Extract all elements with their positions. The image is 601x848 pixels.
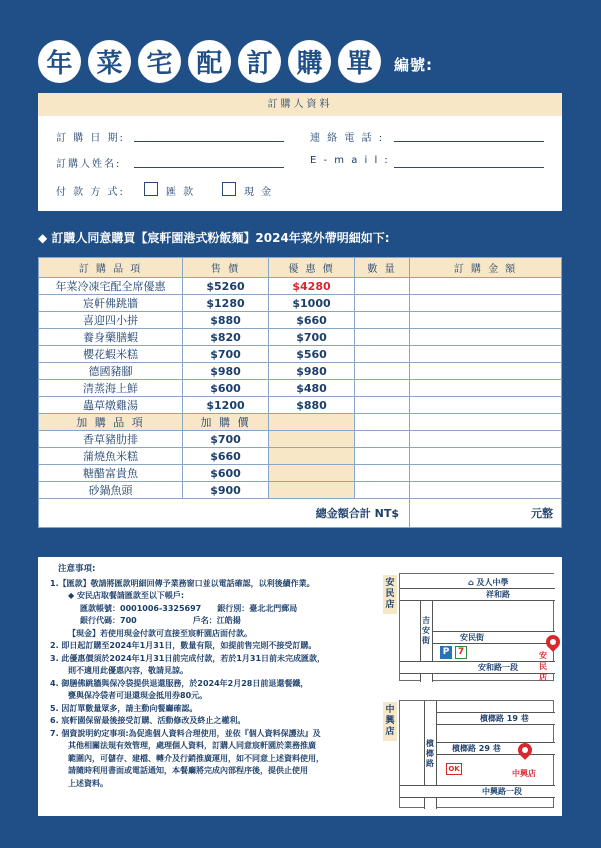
table-row (39, 278, 562, 295)
note-line: 匯款帳號：0001006-3325697 銀行別：臺北北門郵局 (80, 603, 298, 613)
total-amount-cell[interactable] (410, 499, 562, 528)
quantity-cell[interactable] (355, 448, 410, 465)
note-line: 【現金】若使用現金付款可直接至宸軒園店面付款。 (68, 628, 252, 638)
amount-cell[interactable] (410, 465, 562, 482)
notes-heading: 注意事項: (58, 564, 96, 574)
table-row (39, 465, 562, 482)
title-char: 單 (338, 40, 381, 83)
item-price: $820 (183, 329, 269, 346)
total-label (39, 499, 410, 528)
item-price: $880 (183, 312, 269, 329)
note-line: 上述資料。 (68, 778, 108, 788)
item-name: 年菜冷凍宅配全席優惠 (39, 278, 183, 295)
anmin-pin-label: 安民店 (539, 651, 547, 682)
column-header: 訂 購 品 項 (39, 258, 183, 278)
road-xianghe-label: 祥和路 (486, 590, 510, 599)
addon-column-header: 加 購 價 (183, 414, 269, 431)
item-name: 櫻花蝦米糕 (39, 346, 183, 363)
phone-label: 連 絡 電 話 : (310, 133, 385, 144)
cash-label: 現 金 (244, 187, 274, 198)
column-header: 數 量 (355, 258, 410, 278)
table-row (39, 482, 562, 499)
total-label-text: 總金額合計 NT$ (315, 507, 399, 520)
addon-price: $700 (183, 431, 269, 448)
road-zhongxing-label: 中興路一段 (482, 787, 522, 796)
empty-cell (269, 465, 355, 482)
phone-field[interactable] (394, 141, 544, 142)
item-price: $5260 (183, 278, 269, 295)
addon-name: 砂鍋魚頭 (39, 482, 183, 499)
amount-cell[interactable] (410, 329, 562, 346)
ok-mart-icon: OK (446, 763, 462, 775)
road-binlang-label: 檳榔路 (426, 739, 434, 768)
item-price: $1280 (183, 295, 269, 312)
anmin-map (399, 573, 554, 681)
orderer-name-label: 訂購人姓名: (56, 159, 122, 170)
note-line: 7. 個資說明約定事項:為促進個人資料合理使用，並依『個人資料保護法』及 (50, 728, 321, 738)
addon-name: 蒲燒魚米糕 (39, 448, 183, 465)
title-banner (38, 40, 433, 83)
table-row (39, 329, 562, 346)
quantity-cell[interactable] (355, 431, 410, 448)
quantity-cell[interactable] (355, 482, 410, 499)
order-date-field[interactable] (134, 141, 284, 142)
title-char: 菜 (88, 40, 131, 83)
note-line: 銀行代碼：700 戶名：江皓揚 (80, 616, 241, 625)
item-name: 喜迎四小拼 (39, 312, 183, 329)
item-name: 養身藥膳蝦 (39, 329, 183, 346)
item-price: $700 (183, 346, 269, 363)
item-price: $1200 (183, 397, 269, 414)
amount-cell[interactable] (410, 380, 562, 397)
addon-column-header: 加 購 品 項 (39, 414, 183, 431)
table-row (39, 295, 562, 312)
title-char: 宅 (138, 40, 181, 83)
notes-list (50, 563, 390, 790)
item-price: $600 (183, 380, 269, 397)
table-row (39, 448, 562, 465)
note-line: 則不適用此優惠內容，敬請見諒。 (68, 666, 188, 675)
road-anmin-label: 安民街 (460, 633, 484, 642)
item-name: 宸軒佛跳牆 (39, 295, 183, 312)
note-line: 4. 御膳佛跳牆與保冷袋提供退還服務，於2024年2月28日前退還餐鐵， (50, 678, 309, 688)
column-header: 訂 購 金 額 (410, 258, 562, 278)
item-sale-price: $480 (269, 380, 355, 397)
amount-cell[interactable] (410, 482, 562, 499)
quantity-cell[interactable] (355, 363, 410, 380)
note-line: 3. 此優惠價須於2024年1月31日前完成付款，若於1月31日前未完成匯款， (50, 653, 326, 663)
note-line: 甕與保冷袋者可退還現金抵用券80元。 (68, 691, 208, 700)
quantity-cell[interactable] (355, 295, 410, 312)
amount-cell[interactable] (410, 397, 562, 414)
amount-cell[interactable] (410, 278, 562, 295)
title-char: 年 (38, 40, 81, 83)
school-label (468, 577, 509, 588)
seven-eleven-icon: 7 (455, 646, 467, 659)
amount-cell[interactable] (410, 295, 562, 312)
zhongxing-store-tag: 中興店 (383, 702, 397, 741)
title-char: 購 (288, 40, 331, 83)
quantity-cell[interactable] (355, 414, 410, 431)
orderer-info-section (38, 93, 562, 211)
table-row (39, 346, 562, 363)
agreement-text: ◆ 訂購人同意購買【宸軒園港式粉飯麵】2024年菜外帶明細如下: (38, 231, 390, 245)
email-field[interactable] (394, 167, 544, 168)
note-line: 範圍內，可儲存、建檔、轉介及行銷推廣運用，如不同意上述資料使用， (68, 753, 324, 763)
road-lane29-label: 檳榔路 29 巷 (452, 744, 501, 753)
school-name: 及人中學 (476, 578, 509, 587)
note-line: 1.【匯款】敬請將匯款明細回傳予業務窗口並以電話確認，以利後續作業。 (50, 578, 315, 588)
table-row (39, 363, 562, 380)
table-row (39, 431, 562, 448)
addon-name: 糖醋富貴魚 (39, 465, 183, 482)
transfer-label: 匯 款 (166, 187, 196, 198)
email-label: E - m a i l : (310, 155, 390, 166)
quantity-cell[interactable] (355, 346, 410, 363)
quantity-cell[interactable] (355, 380, 410, 397)
addon-price: $660 (183, 448, 269, 465)
zhongxing-map (399, 700, 554, 808)
item-sale-price: $980 (269, 363, 355, 380)
quantity-cell[interactable] (355, 465, 410, 482)
table-header-row (39, 258, 562, 278)
table-row (39, 380, 562, 397)
quantity-cell[interactable] (355, 278, 410, 295)
cash-checkbox[interactable] (222, 182, 236, 196)
column-header: 售 價 (183, 258, 269, 278)
total-unit: 元整 (531, 507, 553, 520)
quantity-cell[interactable] (355, 312, 410, 329)
empty-cell (269, 431, 355, 448)
road-zhongxing (400, 785, 555, 798)
addon-name: 香草豬肋排 (39, 431, 183, 448)
table-row (39, 312, 562, 329)
road-anhe-label: 安和路一段 (478, 663, 518, 672)
quantity-cell[interactable] (355, 397, 410, 414)
quantity-cell[interactable] (355, 329, 410, 346)
item-sale-price: $1000 (269, 295, 355, 312)
item-name: 清蒸海上鮮 (39, 380, 183, 397)
orderer-name-field[interactable] (134, 167, 284, 168)
addon-price: $600 (183, 465, 269, 482)
note-line: ◆ 安民店取餐請匯款至以下帳戶: (68, 591, 185, 600)
section-title: 訂購人資料 (38, 93, 562, 116)
amount-cell[interactable] (410, 363, 562, 380)
note-line: 請隨時利用書面或電話通知，本餐廳將完成內部程序後，提供止使用 (68, 766, 308, 775)
note-line: 6. 宸軒園保留最後接受訂購、活動修改及終止之權利。 (50, 716, 246, 725)
note-line: 2. 即日起訂購至2024年1月31日，數量有限，如提前售完則不接受訂購。 (50, 641, 317, 650)
item-price: $980 (183, 363, 269, 380)
note-line: 5. 因訂單數量眾多，請主動向餐廳確認。 (50, 703, 198, 713)
item-name: 德國豬腳 (39, 363, 183, 380)
column-header: 優 惠 價 (269, 258, 355, 278)
title-char: 配 (188, 40, 231, 83)
road-lane19-label: 檳榔路 19 巷 (480, 714, 529, 723)
amount-cell[interactable] (410, 414, 562, 431)
item-name: 蟲草燉雞湯 (39, 397, 183, 414)
road-anmin (433, 631, 555, 644)
order-table (38, 257, 562, 528)
note-line: 其他相關法規有效管理，處理個人資料，訂購人同意宸軒園於業務推廣 (68, 741, 316, 750)
item-sale-price: $700 (269, 329, 355, 346)
parking-icon: P (440, 646, 452, 659)
empty-cell (269, 448, 355, 465)
road-jian-label: 吉安街 (422, 616, 430, 645)
total-row (39, 499, 562, 528)
item-sale-price: $4280 (269, 278, 355, 295)
notes-section (38, 557, 562, 816)
item-sale-price: $880 (269, 397, 355, 414)
amount-cell[interactable] (410, 448, 562, 465)
empty-cell (269, 414, 355, 431)
transfer-checkbox[interactable] (144, 182, 158, 196)
amount-cell[interactable] (410, 431, 562, 448)
empty-cell (269, 482, 355, 499)
amount-cell[interactable] (410, 312, 562, 329)
item-sale-price: $560 (269, 346, 355, 363)
order-date-label: 訂 購 日 期: (56, 133, 125, 144)
addon-price: $900 (183, 482, 269, 499)
addon-header-row (39, 414, 562, 431)
school-icon: ⌂ (468, 578, 477, 587)
anmin-store-tag: 安民店 (383, 575, 397, 614)
road-xianghe (400, 588, 555, 601)
amount-cell[interactable] (410, 346, 562, 363)
serial-number-label: 編號: (394, 56, 433, 74)
item-sale-price: $660 (269, 312, 355, 329)
payment-method-label: 付 款 方 式: (56, 187, 125, 198)
title-char: 訂 (238, 40, 281, 83)
table-row (39, 397, 562, 414)
zhongxing-pin-label: 中興店 (512, 769, 536, 778)
